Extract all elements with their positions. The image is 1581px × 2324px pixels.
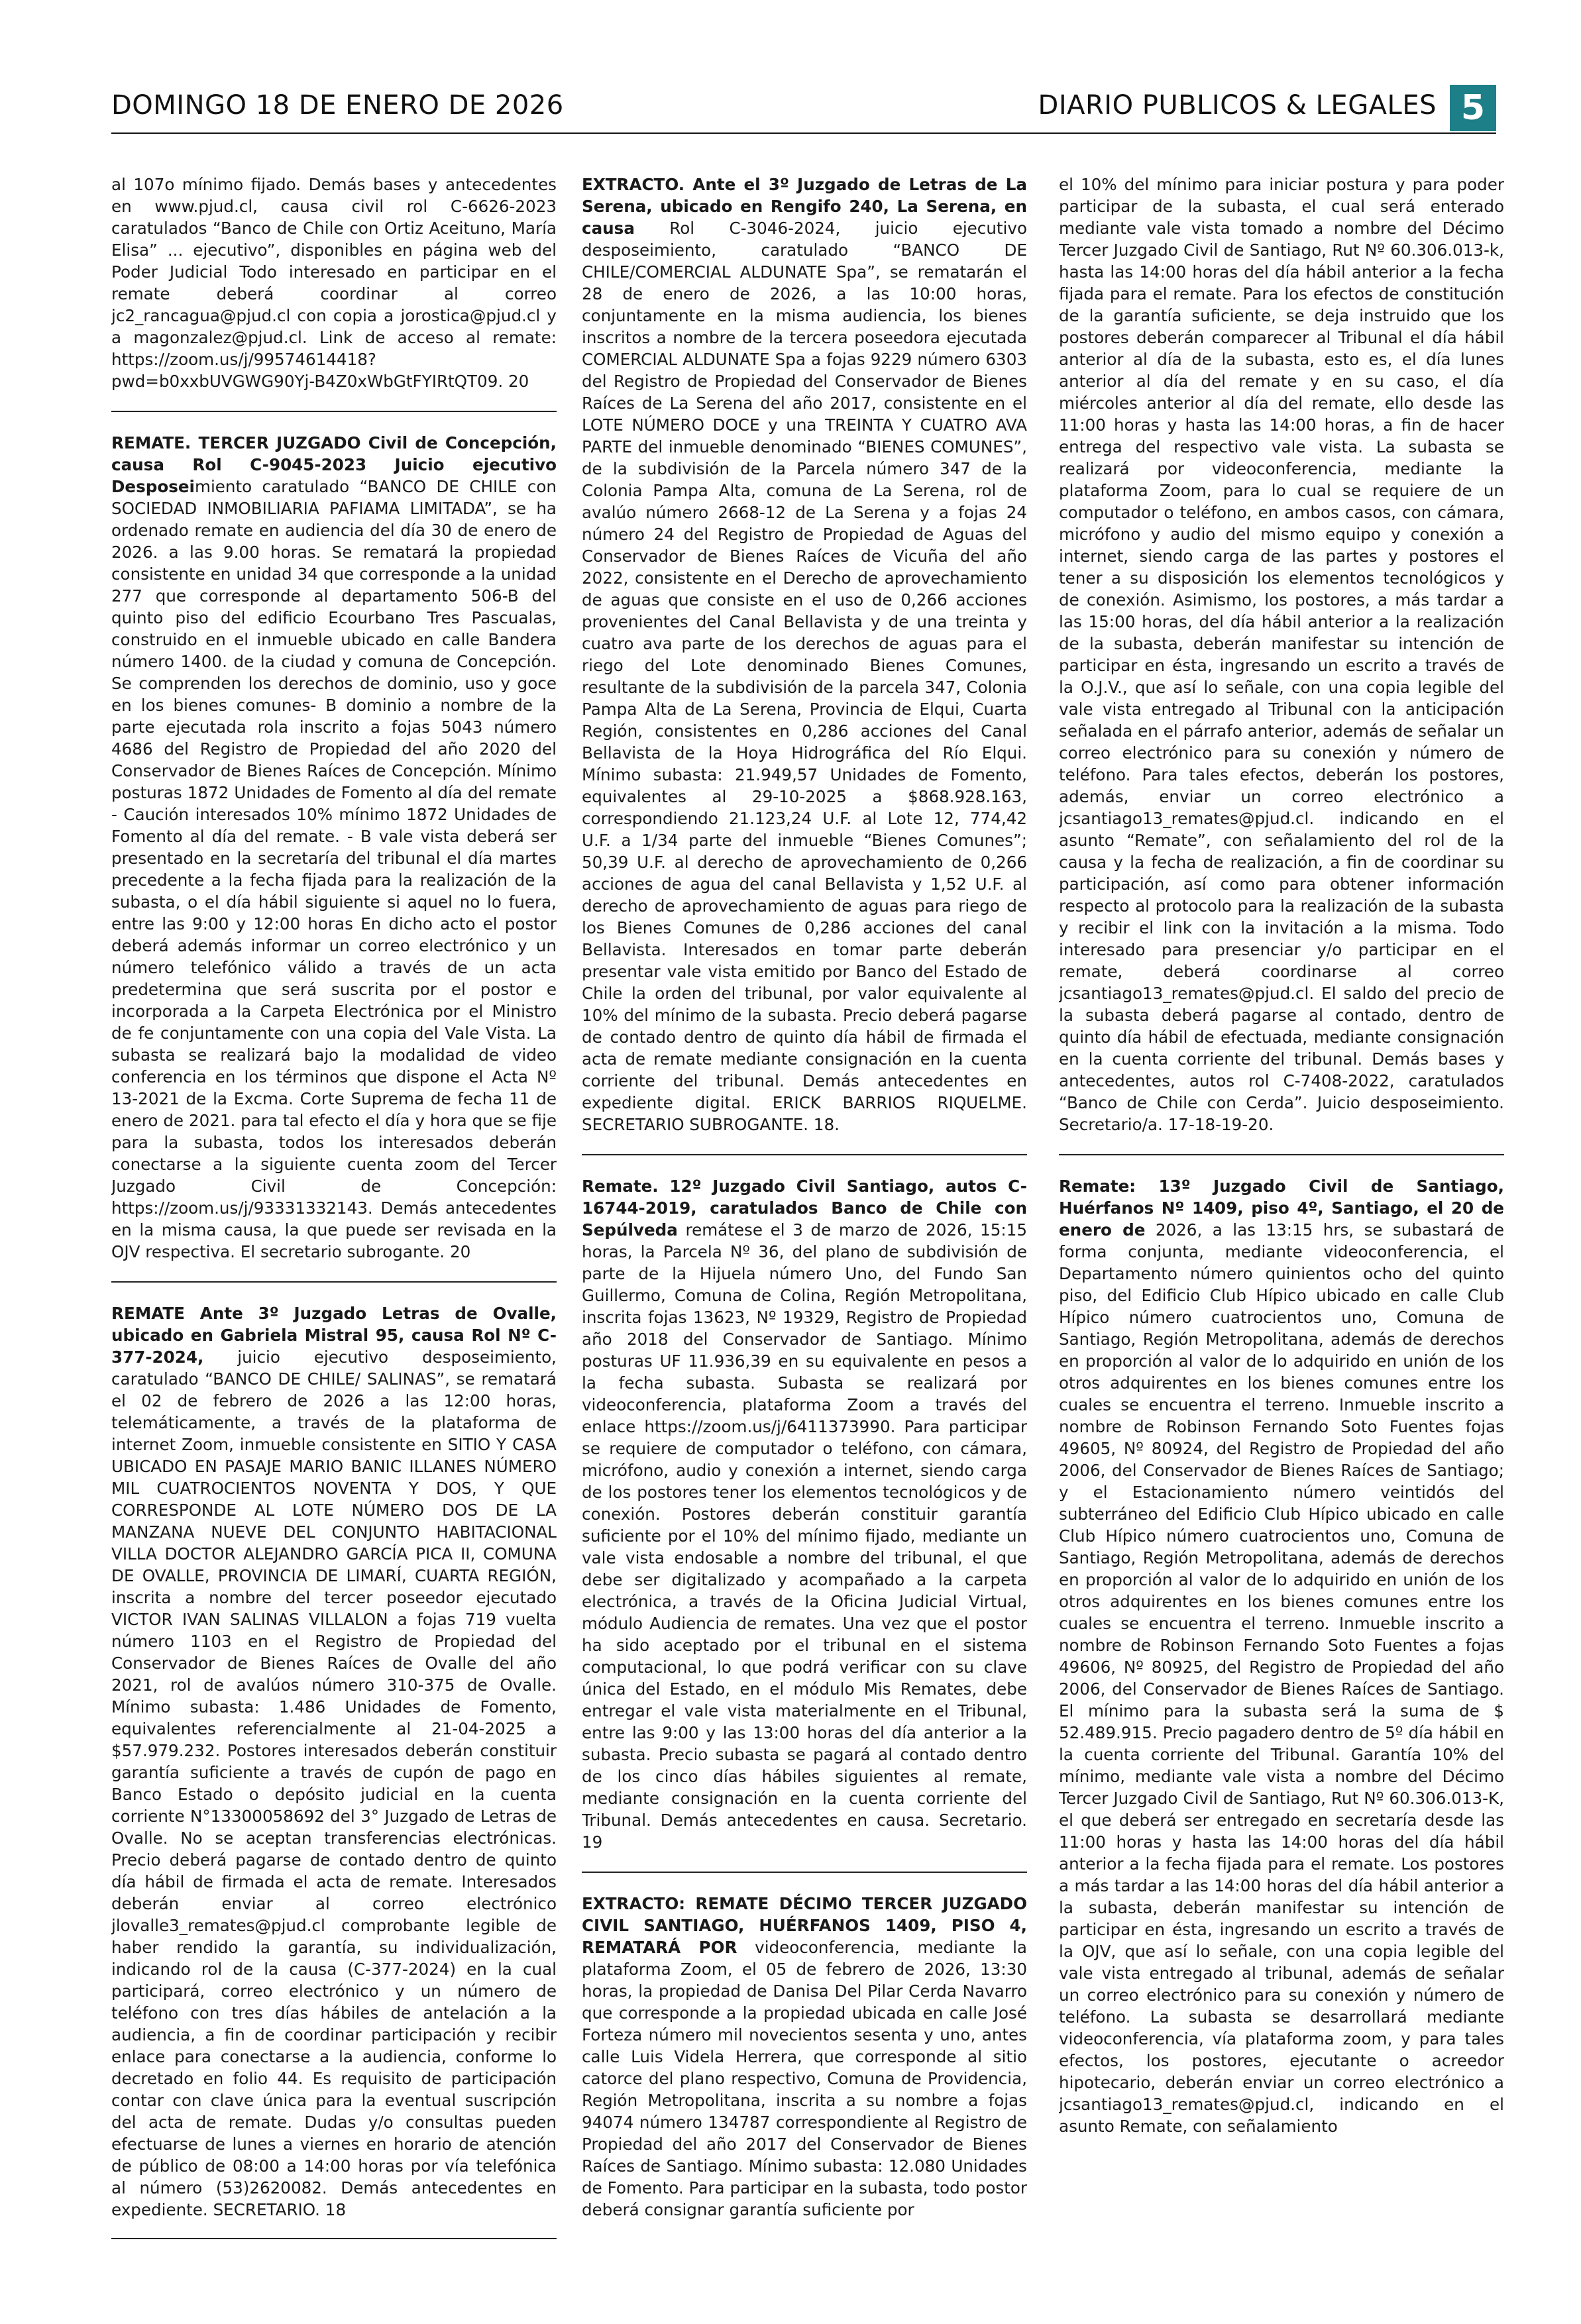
column-1 (111, 174, 557, 2294)
legal-notice (582, 1175, 1027, 1853)
notice-separator (1059, 1154, 1504, 1155)
notice-body: Rol C-3046-2024, juicio ejecutivo desposeimiento, caratulado “BANCO DE CHILE/COMERCIAL ALDUNATE Spa”, se rematarán el 28 de enero de 2026, a las 10:00 horas, conjuntamente en la misma audiencia, los bienes inscritos a nombre de la tercera poseedora ejecutada COMERCIAL ALDUNATE Spa a fojas 9229 número 6303 del Registro de Propiedad del Conservador de Bienes Raíces de La Serena del año 2017, consistente en el LOTE NÚMERO DOCE y una TREINTA Y CUATRO AVA PARTE del inmueble denominado “BIENES COMUNES”, de la subdivisión de la Parcela número 347 de la Colonia Pampa Alta, comuna de La Serena, rol de avalúo número 2668-12 de La Serena y a fojas 24 número 24 del Registro de Propiedad de Aguas del Conservador de Bienes Raíces de Vicuña del año 2022, consistente en el Derecho de aprovechamiento de aguas que consiste en el uso de 0,266 acciones provenientes del Canal Bellavista y de una treinta y cuatro ava parte de los derechos de aguas para el riego del Lote denominado Bienes Comunes, resultante de la subdivisión de la parcela 347, Colonia Pampa Alta de La Serena, Provincia de Elqui, Cuarta Región, consistentes en 0,286 acciones del Canal Bellavista de la Hoya Hidrográfica del Río Elqui. Mínimo subasta: 21.949,57 Unidades de Fomento, equivalentes al 29-10-2025 a $868.928.163, correspondiendo 21.123,24 U.F. al Lote 12, 774,42 U.F. a 1/34 parte del inmueble “Bienes Comunes”; 50,39 U.F. al derecho de aprovechamiento de 0,266 acciones de agua del canal Bellavista y 1,52 U.F. al derecho de aprovechamiento de aguas para riego de los Bienes Comunes de 0,286 acciones del canal Bellavista. Interesados en tomar parte deberán presentar vale vista emitido por Banco del Estado de Chile la orden del tribunal, por valor equivalente al 10% del mínimo de la subasta. Precio deberá pagarse de contado dentro de quinto día hábil de firmada el acta de remate mediante consignación en la cuenta corriente del tribunal. Demás antecedentes en expediente digital. ERICK BARRIOS RIQUELME. SECRETARIO SUBROGANTE. 18. (582, 219, 1027, 1134)
notice-body: 2026, a las 13:15 hrs, se subastará de forma conjunta, mediante videoconferencia, el Departamento número quinientos ocho del quinto piso, del Edificio Club Hípico ubicado en calle Club Hípico número cuatrocientos uno, Comuna de Santiago, Región Metropolitana, además de derechos en proporción al valor de lo adquirido en unión de los otros adquirentes en los bienes comunes entre los cuales se encuentra el terreno. Inmueble inscrito a nombre de Robinson Fernando Soto Fuentes fojas 49605, Nº 80924, del Registro de Propiedad del año 2006, del Conservador de Bienes Raíces de Santiago; y el Estacionamiento número veintidós del subterráneo del Edificio Club Hípico ubicado en calle Club Hípico número cuatrocientos uno, Comuna de Santiago, Región Metropolitana, además de derechos en proporción al valor de lo adquirido en unión de los otros adquirentes en los bienes comunes entre los cuales se encuentra el terreno. Inmueble inscrito a nombre de Robinson Fernando Soto Fuentes a fojas 49606, Nº 80925, del Registro de Propiedad del año 2006, del Conservador de Bienes Raíces de Santiago. El mínimo para la subasta será la suma de $ 52.489.915. Precio pagadero dentro de 5º día hábil en la cuenta corriente del Tribunal. Garantía 10% del mínimo, mediante vale vista a nombre del Décimo Tercer Juzgado Civil de Santiago, Rut Nº 60.306.013-K, el que deberá ser entregado en secretaría desde las 11:00 horas y hasta las 14:00 horas del día hábil anterior a la fecha fijada para el remate. Los postores a más tardar a las 14:00 horas del día hábil anterior a la subasta, deberán manifestar su intención de participar en ésta, ingresando un escrito a través de la OJV, que así lo señale, con una copia legible del vale vista entregado al tribunal, además de señalar un correo electrónico para su conexión y número de teléfono. La subasta se desarrollará mediante videoconferencia, vía plataforma zoom, y para tales efectos, los postores, ejecutante o acreedor hipotecario, deberán enviar un correo electrónico a jcsantiago13_remates@pjud.cl, indicando en el asunto Remate, con señalamiento (1059, 1220, 1504, 2136)
notice-lead: EXTRACTO: REMATE DÉCIMO TERCER JUZGADO CIVIL SANTIAGO, HUÉRFANOS 1409, PISO 4, REMATARÁ POR (582, 1894, 1027, 1957)
notice-body: el 10% del mínimo para iniciar postura y para poder participar de la subasta, el cual será enterado mediante vale vista tomado a nombre del Décimo Tercer Juzgado Civil de Santiago, Rut Nº 60.306.013-k, hasta las 14:00 horas del día hábil anterior a la fecha fijada para el remate. Para los efectos de constitución de la garantía suficiente, se deja instruido que los postores deberán comparecer al Tribunal el día hábil anterior al día de la subasta, esto es, el día lunes anterior al día del remate y en su caso, el día miércoles anterior al día del remate, ello desde las 11:00 horas y hasta las 14:00 horas, a fin de hacer entrega del respectivo vale vista. La subasta se realizará por videoconferencia, mediante la plataforma Zoom, para lo cual se requiere de un computador o teléfono, en ambos casos, con cámara, micrófono y audio del mismo equipo y conexión a internet, siendo carga de las partes y postores el tener a su disposición los elementos tecnológicos y de conexión. Asimismo, los postores, a más tardar a las 15:00 horas, del día hábil anterior a la realización de la subasta, deberán manifestar su intención de participar en ésta, ingresando un escrito a través de la O.J.V., que así lo señale, con una copia legible del vale vista entregado al Tribunal con la anticipación señalada en el párrafo anterior, además de señalar un correo electrónico para su conexión y número de teléfono. Para tales efectos, deberán los postores, además, enviar un correo electrónico a jcsantiago13_remates@pjud.cl. indicando en el asunto “Remate”, con señalamiento del rol de la causa y la fecha de realización, a fin de coordinar su participación, así como para obtener información respecto al protocolo para la realización de la subasta y recibir el link con la invitación a la misma. Todo interesado para presenciar y/o participar en el remate, deberá coordinarse al correo jcsantiago13_remates@pjud.cl. El saldo del precio de la subasta deberá pagarse al contado, dentro de quinto día hábil de efectuada, mediante consignación en la cuenta corriente del tribunal. Demás bases y antecedentes, autos rol C-7408-2022, caratulados “Banco de Chile con Cerda”. Juicio desposeimiento. Secretario/a. 17-18-19-20. (1059, 175, 1504, 1134)
notice-separator (582, 1872, 1027, 1873)
notice-body: al 107o mínimo fijado. Demás bases y antecedentes en www.pjud.cl, causa civil rol C-6626-2023 caratulados “Banco de Chile con Ortiz Aceituno, María Elisa” ... ejecutivo”, disponibles en página web del Poder Judicial Todo interesado en participar en el remate deberá coordinar al correo jc2_rancagua@pjud.cl con copia a jorostica@pjud.cl y a magonzalez@pjud.cl. Link de acceso al remate: https://zoom.us/j/99574614418?pwd=b0xxbUVGWG90Yj-B4Z0xWbGtFYIRtQT09. 20 (111, 175, 557, 391)
notice-body: videoconferencia, mediante la plataforma Zoom, el 05 de febrero de 2026, 13:30 horas, la propiedad de Danisa Del Pilar Cerda Navarro que corresponde a la propiedad ubicada en calle José Forteza número mil novecientos sesenta y uno, antes calle Luis Videla Herrera, que corresponde al sitio catorce del plano respectivo, Comuna de Providencia, Región Metropolitana, inscrita a su nombre a fojas 94074 número 134787 correspondiente al Registro de Propiedad del año 2017 del Conservador de Bienes Raíces de Santiago. Mínimo subasta: 12.080 Unidades de Fomento. Para participar en la subasta, todo postor deberá consignar garantía suficiente por (582, 1938, 1027, 2219)
legal-notice (582, 1893, 1027, 2221)
legal-notice (582, 174, 1027, 1136)
notice-separator (111, 1281, 557, 1283)
notice-lead: EXTRACTO. Ante el 3º Juzgado de Letras de La Serena, ubicado en Rengifo 240, La Serena, en causa (582, 175, 1027, 238)
notice-body: miento caratulado “BANCO DE CHILE con SOCIEDAD INMOBILIARIA PAFIAMA LIMITADA”, se ha ordenado remate en audiencia del día 30 de enero de 2026. a las 9.00 horas. Se rematará la propiedad consistente en unidad 34 que corresponde a la unidad 277 que corresponde al departamento 506-B del quinto piso del edificio Ecourbano Tres Pascualas, construido en el inmueble ubicado en calle Bandera número 1400. de la ciudad y comuna de Concepción. Se comprenden los derechos de dominio, uso y goce en los bienes comunes- B dominio a nombre de la parte ejecutada rola inscrito a fojas 5043 número 4686 del Registro de Propiedad del año 2020 del Conservador de Bienes Raíces de Concepción. Mínimo posturas 1872 Unidades de Fomento al día del remate - Caución interesados 10% mínimo 1872 Unidades de Fomento al día del remate. - B vale vista deberá ser presentado en la secretaría del tribunal el día martes precedente a la fecha fijada para la realización de la subasta, o el día hábil siguiente si aquel no lo fuera, entre las 9:00 y 12:00 horas En dicho acto el postor deberá además informar un correo electrónico y un número telefónico válido a través de un acta predetermina que será suscrita por el postor e incorporada a la Carpeta Electrónica por el Ministro de fe conjuntamente con una copia del Vale Vista. La subasta se realizará bajo la modalidad de video conferencia en los términos que dispone el Acta Nº 13-2021 de la Excma. Corte Suprema de fecha 11 de enero de 2021. para tal efecto el día y hora que se fije para la subasta, todos los interesados deberán conectarse a la siguiente cuenta zoom del Tercer Juzgado Civil de Concepción: https://zoom.us/j/93331332143. Demás antecedentes en la misma causa, la que puede ser revisada en la OJV respectiva. El secretario subrogante. 20 (111, 477, 557, 1261)
notice-lead: Remate. 12º Juzgado Civil Santiago, autos C-16744-2019, caratulados Banco de Chile con Sepúlveda (582, 1177, 1027, 1240)
notice-body: juicio ejecutivo desposeimiento, caratulado “BANCO DE CHILE/ SALINAS”, se rematará el 02 de febrero de 2026 a las 12:00 horas, telemáticamente, a través de la plataforma de internet Zoom, inmueble consistente en SITIO Y CASA UBICADO EN PASAJE MARIO BANIC ILLANES NÚMERO MIL CUATROCIENTOS NOVENTA Y DOS, Y QUE CORRESPONDE AL LOTE NÚMERO DOS DE LA MANZANA NUEVE DEL CONJUNTO HABITACIONAL VILLA DOCTOR ALEJANDRO GARCÍA PICA II, COMUNA DE OVALLE, PROVINCIA DE LIMARÍ, CUARTA REGIÓN, inscrita a nombre del tercer poseedor ejecutado VICTOR IVAN SALINAS VILLALON a fojas 719 vuelta número 1103 en el Registro de Propiedad del Conservador de Bienes Raíces de Ovalle del año 2021, rol de avalúos número 310-375 de Ovalle. Mínimo subasta: 1.486 Unidades de Fomento, equivalentes referencialmente al 21-04-2025 a $57.979.232. Postores interesados deberán constituir garantía suficiente a través de cupón de pago en Banco Estado o depósito judicial en la cuenta corriente N°13300058692 del 3° Juzgado de Letras de Ovalle. No se aceptan transferencias electrónicas. Precio deberá pagarse de contado dentro de quinto día hábil de firmada el acta de remate. Interesados deberán enviar al correo electrónico jlovalle3_remates@pjud.cl comprobante legible de haber rendido la garantía, su individualización, indicando rol de la causa (C-377-2024) en la cual participará, correo electrónico y un número de teléfono con tres días hábiles de antelación a la audiencia, a fin de coordinar participación y recibir enlace para conectarse a la audiencia, conforme lo decretado en folio 44. Es requisito de participación contar con clave única para la eventual suscripción del acta de remate. Dudas y/o consultas pueden efectuarse de lunes a viernes en horario de atención de público de 08:00 a 14:00 horas por vía telefónica al número (53)2620082. Demás antecedentes en expediente. SECRETARIO. 18 (111, 1347, 557, 2219)
notice-separator (582, 1154, 1027, 1155)
header-rule (111, 132, 1496, 134)
notice-separator (111, 411, 557, 412)
legal-notice (1059, 174, 1504, 1136)
notice-body: remátese el 3 de marzo de 2026, 15:15 horas, la Parcela Nº 36, del plano de subdivisión de parte de la Hijuela número Uno, del Fundo San Guillermo, Comuna de Colina, Región Metropolitana, inscrita fojas 13623, Nº 19329, Registro de Propiedad año 2018 del Conservador de Santiago. Mínimo posturas UF 11.936,39 en su equivalente en pesos a la fecha subasta. Subasta se realizará por videoconferencia, plataforma Zoom a través del enlace https://zoom.us/j/6411373990. Para participar se requiere de computador o teléfono, con cámara, micrófono, audio y conexión a internet, siendo carga de los postores tener los elementos tecnológicos y de conexión. Postores deberán constituir garantía suficiente por el 10% del mínimo fijado, mediante un vale vista endosable a nombre del tribunal, el que debe ser digitalizado y acompañado a la carpeta electrónica, a través de la Oficina Judicial Virtual, módulo Audiencia de remates. Una vez que el postor ha sido aceptado por el tribunal en el sistema computacional, lo que podrá verificar con su clave única del Estado, en el módulo Mis Remates, debe entregar el vale vista materialmente en el Tribunal, entre las 9:00 y las 13:00 horas del día anterior a la subasta. Precio subasta se pagará al contado dentro de los cinco días hábiles siguientes al remate, mediante consignación en la cuenta corriente del Tribunal. Demás antecedentes en causa. Secretario. 19 (582, 1220, 1027, 1852)
notice-lead: Remate: 13º Juzgado Civil de Santiago, Huérfanos Nº 1409, piso 4º, Santiago, el 20 de enero de (1059, 1177, 1504, 1240)
column-2 (582, 174, 1027, 2294)
notice-separator (111, 2238, 557, 2239)
header-publication-title: DIARIO PUBLICOS & LEGALES (1038, 90, 1437, 121)
legal-notice (1059, 1175, 1504, 2137)
page-header (111, 87, 1496, 131)
page-number-badge: 5 (1450, 85, 1496, 131)
notice-lead: REMATE. TERCER JUZGADO Civil de Concepción, causa Rol C-9045-2023 Juicio ejecutivo Desposei (111, 433, 557, 496)
legal-notice (111, 174, 557, 392)
header-date: DOMINGO 18 DE ENERO DE 2026 (111, 90, 564, 121)
legal-notice (111, 432, 557, 1263)
legal-notice (111, 1302, 557, 2221)
column-3 (1059, 174, 1504, 2294)
notice-lead: REMATE Ante 3º Juzgado Letras de Ovalle, ubicado en Gabriela Mistral 95, causa Rol Nº C-377-2024, (111, 1304, 557, 1367)
